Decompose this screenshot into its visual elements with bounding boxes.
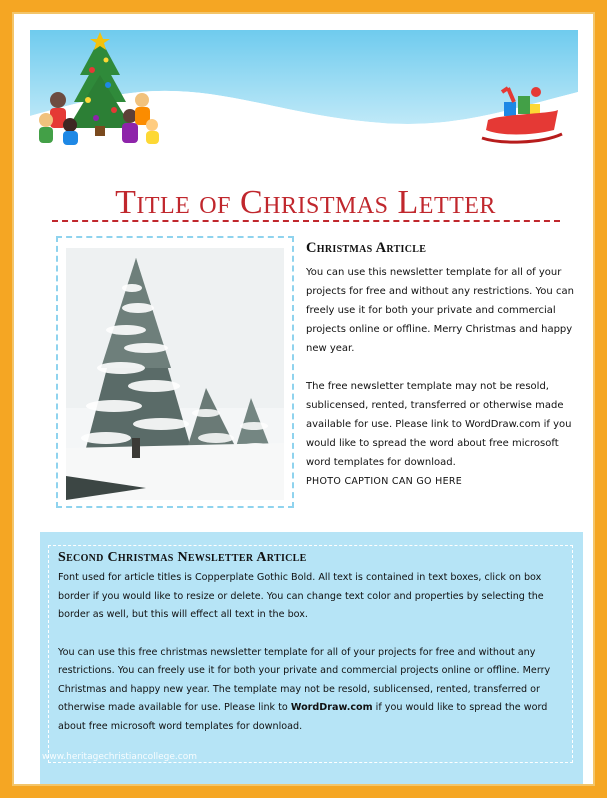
second-article-paragraph-1: Font used for article titles is Copperplate Gothic Bold. All text is contained in text boxes, click on box border if you would like to resize or delete. You can change text color and properties by selecting the border as well, but this will effect all text in the box. — [58, 572, 544, 620]
watermark: www.heritagechristiancollege.com — [42, 752, 197, 762]
snowy-tree-photo — [66, 248, 284, 500]
page-title: Title of Christmas Letter — [115, 184, 496, 221]
christmas-article-paragraph-2: The free newsletter template may not be resold, sublicensed, rented, transferred or otherwise made available for use. Please link to WordDraw.com if you would like to spread the word about free microsoft word templates for download. — [306, 381, 572, 468]
christmas-article-paragraph-1: You can use this newsletter template for all of your projects for free and without any restrictions. You can freely use it for both your private and commercial projects online or offline. Merry Christmas and happy new year. — [306, 267, 574, 354]
second-article-paragraph-2 — [58, 644, 568, 737]
worddraw-link[interactable]: WordDraw.com — [290, 702, 373, 713]
second-article-panel — [40, 532, 583, 784]
paragraph-2-text-a: You can use this free christmas newsletter template for all of your projects for free and without any restrictions. You can freely use it for both your private and commercial projects online or offline. Merry Christmas and happy new year. The template may not be resold, sublicensed, rented, transferred or otherwise made available for use. Please link to — [58, 646, 551, 713]
photo-frame — [56, 236, 294, 508]
second-article-heading: Second Christmas Newsletter Article — [58, 550, 307, 565]
second-article — [58, 550, 568, 736]
title-divider — [52, 220, 560, 222]
photo-caption: PHOTO CAPTION CAN GO HERE — [306, 476, 463, 487]
paragraph-2-text-b: if you would like to spread the word about free microsoft word templates for download. — [58, 702, 548, 732]
christmas-article — [306, 240, 576, 487]
newsletter-page — [12, 12, 595, 786]
winter-banner — [30, 30, 578, 145]
christmas-article-heading: Christmas Article — [306, 240, 427, 256]
